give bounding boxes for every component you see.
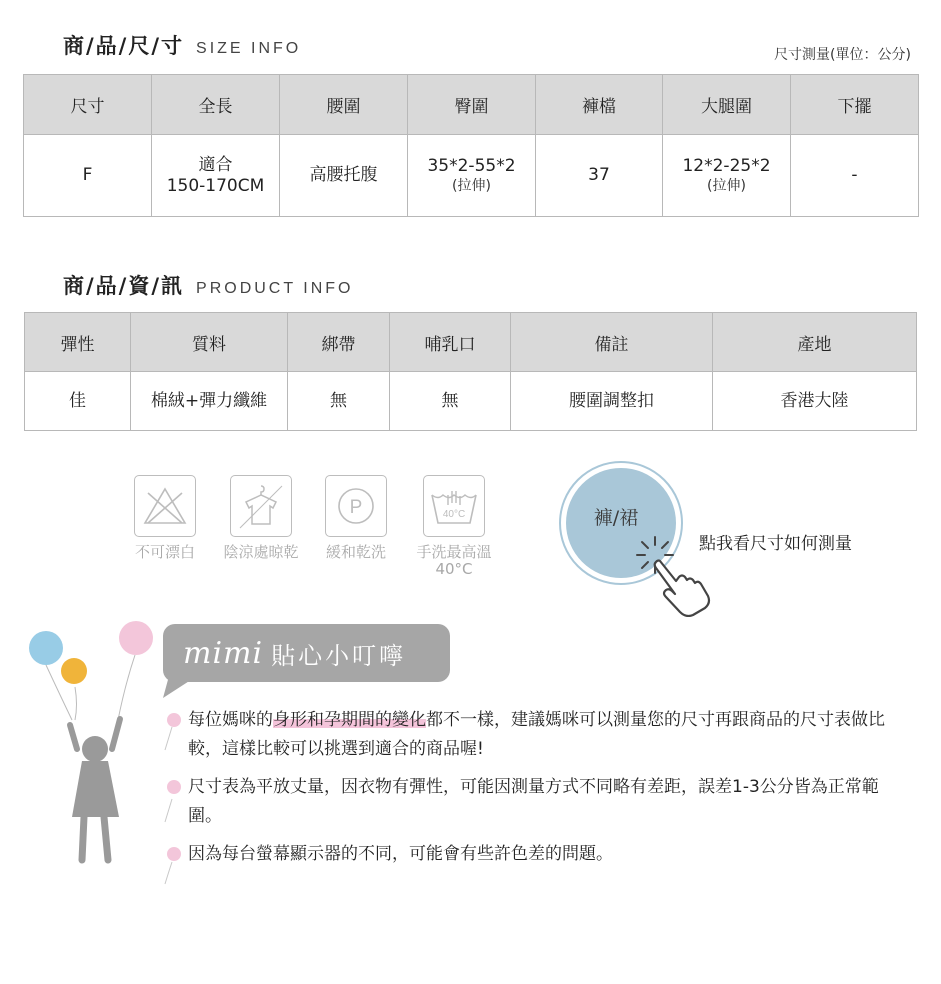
- hip-note: (拉伸): [452, 178, 491, 195]
- bullet-dot: [167, 713, 181, 727]
- product-header-tie: 綁帶: [288, 313, 390, 372]
- tip-item: [167, 706, 907, 764]
- tip-item: [167, 773, 907, 831]
- care-hand-wash: [414, 475, 494, 579]
- size-header-hem: 下擺: [791, 75, 919, 135]
- tips-brand: mimi: [183, 635, 264, 671]
- size-header-crotch: 褲檔: [536, 75, 663, 135]
- product-header-origin: 產地: [713, 313, 917, 372]
- product-header-notes: 備註: [511, 313, 713, 372]
- size-header-length: 全長: [152, 75, 280, 135]
- care-no-bleach: [125, 475, 205, 561]
- nursing-cell: 無: [390, 372, 511, 431]
- care-shade-dry: [221, 475, 301, 561]
- size-header-thigh: 大腿圍: [663, 75, 791, 135]
- measure-circle-label: 褲/裙: [593, 506, 639, 529]
- tips-list: [167, 706, 907, 878]
- size-table: [23, 74, 919, 217]
- tip3-text: 因為每台螢幕顯示器的不同，可能會有些許色差的問題。: [188, 844, 613, 864]
- bubble-tail: [163, 676, 199, 700]
- hem-cell: -: [791, 135, 919, 217]
- size-section-title: [63, 30, 301, 60]
- product-header-elasticity: 彈性: [25, 313, 131, 372]
- care-label-hand-wash-line1: 手洗最高溫: [416, 543, 492, 561]
- care-label-shade-dry: 陰涼處晾乾: [223, 543, 299, 561]
- notes-cell: 腰圍調整扣: [511, 372, 713, 431]
- no-bleach-icon: [134, 475, 196, 537]
- product-title-en: PRODUCT INFO: [196, 280, 354, 297]
- balloon-blue: [29, 631, 63, 665]
- size-cell: F: [24, 135, 152, 217]
- hand-wash-temp: 40°C: [442, 509, 466, 520]
- care-label-hand-wash: [414, 544, 494, 579]
- hip-value: 35*2-55*2: [427, 155, 516, 176]
- length-line1: 適合: [198, 155, 233, 176]
- product-title-zh: 商/品/資/訊: [63, 274, 185, 298]
- origin-cell: 香港大陸: [713, 372, 917, 431]
- product-header-nursing: 哺乳口: [390, 313, 511, 372]
- shade-dry-icon: [230, 475, 292, 537]
- thigh-value: 12*2-25*2: [682, 155, 771, 176]
- product-table: [24, 312, 917, 431]
- care-label-hand-wash-line2: 40°C: [435, 560, 473, 579]
- bullet-dot: [167, 847, 181, 861]
- tip-item: [167, 840, 907, 869]
- svg-text:P: P: [349, 497, 363, 518]
- tip1-highlight: 身形和孕期間的變化: [273, 710, 426, 730]
- product-section-title: [63, 270, 354, 300]
- bullet-dot: [167, 780, 181, 794]
- balloon-pink: [119, 621, 153, 655]
- gentle-dry-clean-icon: [325, 475, 387, 537]
- measure-link[interactable]: 點我看尺寸如何測量: [699, 534, 852, 554]
- material-cell: 棉絨+彈力纖維: [131, 372, 288, 431]
- size-title-en: SIZE INFO: [196, 40, 302, 57]
- unit-note: 尺寸測量(單位：公分): [774, 47, 911, 63]
- length-cell: [152, 135, 280, 217]
- care-label-no-bleach: 不可漂白: [134, 543, 195, 561]
- size-title-zh: 商/品/尺/寸: [63, 34, 185, 58]
- care-gentle-dry-clean: [316, 475, 396, 561]
- tips-bubble: [163, 624, 450, 682]
- tip1-after: 都不一樣，建議媽咪可以測量您的尺寸再跟商品的尺寸表做比較，這樣比較可以挑選到適合的商品喔!: [188, 710, 885, 759]
- size-header-hip: 臀圍: [408, 75, 536, 135]
- balloon-orange: [61, 658, 87, 684]
- tie-cell: 無: [288, 372, 390, 431]
- care-label-gentle-dry-clean: 緩和乾洗: [325, 543, 386, 561]
- thigh-note: (拉伸): [707, 178, 746, 195]
- product-header-material: 質料: [131, 313, 288, 372]
- size-table-row: [24, 135, 919, 217]
- crotch-cell: 37: [536, 135, 663, 217]
- hip-cell: [408, 135, 536, 217]
- length-line2: 150-170CM: [166, 175, 265, 196]
- waist-cell: 高腰托腹: [280, 135, 408, 217]
- tip2-text: 尺寸表為平放丈量，因衣物有彈性，可能因測量方式不同略有差距，誤差1-3公分皆為正常範圍。: [188, 777, 879, 826]
- size-header-waist: 腰圍: [280, 75, 408, 135]
- girl-balloons-illustration: [20, 615, 160, 865]
- tips-title: 貼心小叮嚀: [271, 641, 407, 670]
- product-table-row: [25, 372, 917, 431]
- size-header-size: 尺寸: [24, 75, 152, 135]
- hand-wash-icon: [423, 475, 485, 537]
- thigh-cell: [663, 135, 791, 217]
- tip1-before: 每位媽咪的: [188, 710, 273, 730]
- elasticity-cell: 佳: [25, 372, 131, 431]
